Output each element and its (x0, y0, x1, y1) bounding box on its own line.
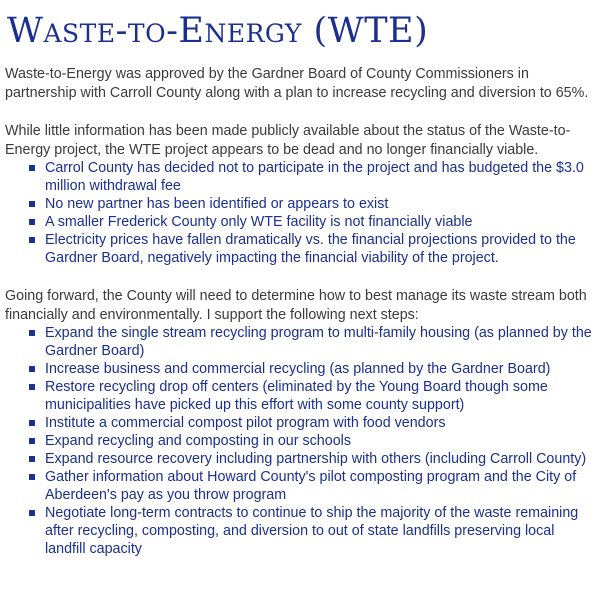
list-item-text: Electricity prices have fallen dramatically vs. the financial projections provided to the Gardner Board, negatively impacting the financial viability of the project. (45, 232, 576, 266)
square-bullet-icon (29, 219, 35, 225)
list-item (45, 324, 593, 360)
list-item-text: Negotiate long-term contracts to continue to ship the majority of the waste remaining after recycling, composting, and diversion to out of state landfills preserving local landfill capacity (45, 505, 579, 557)
status-paragraph: While little information has been made publicly available about the status of the Waste-to-Energy project, the WTE project appears to be dead and no longer financially viable. (5, 123, 571, 158)
list-item-text: Gather information about Howard County's pilot composting program and the City of Aberdeen's pay as you throw program (45, 469, 577, 503)
intro-paragraph: Waste-to-Energy was approved by the Gardner Board of County Commissioners in partnership with Carroll County along with a plan to increase recycling and diversion to 65%. (5, 66, 589, 101)
list-item-text: Carrol County has decided not to participate in the project and has budgeted the $3.0 million withdrawal fee (45, 160, 584, 194)
next-steps-list (5, 324, 593, 558)
list-item (45, 360, 593, 378)
square-bullet-icon (29, 474, 35, 480)
list-item (45, 432, 593, 450)
square-bullet-icon (29, 165, 35, 171)
square-bullet-icon (29, 456, 35, 462)
list-item-text: Expand resource recovery including partnership with others (including Carroll County) (45, 451, 587, 467)
square-bullet-icon (29, 201, 35, 207)
list-item-text: Expand the single stream recycling program to multi-family housing (as planned by the Gardner Board) (45, 325, 592, 359)
list-item (45, 504, 593, 558)
square-bullet-icon (29, 510, 35, 516)
square-bullet-icon (29, 420, 35, 426)
list-item-text: Institute a commercial compost pilot program with food vendors (45, 415, 446, 431)
list-item (45, 195, 593, 213)
list-item-text: Expand recycling and composting in our schools (45, 433, 351, 449)
square-bullet-icon (29, 384, 35, 390)
status-bullet-list (5, 159, 593, 267)
list-item (45, 159, 593, 195)
list-item-text: A smaller Frederick County only WTE facility is not financially viable (45, 214, 473, 230)
list-item (45, 450, 593, 468)
list-item-text: No new partner has been identified or appears to exist (45, 196, 389, 212)
square-bullet-icon (29, 237, 35, 243)
list-item-text: Restore recycling drop off centers (eliminated by the Young Board though some municipalities have picked up this effort with some county support) (45, 379, 548, 413)
square-bullet-icon (29, 438, 35, 444)
list-item (45, 213, 593, 231)
square-bullet-icon (29, 330, 35, 336)
list-item (45, 231, 593, 267)
going-forward-paragraph: Going forward, the County will need to determine how to best manage its waste stream both financially and environmentally. I support the following next steps: (5, 288, 587, 323)
page-title: Waste-to-Energy (WTE) (7, 11, 429, 51)
list-item (45, 414, 593, 432)
list-item (45, 378, 593, 414)
list-item-text: Increase business and commercial recycling (as planned by the Gardner Board) (45, 361, 551, 377)
square-bullet-icon (29, 366, 35, 372)
list-item (45, 468, 593, 504)
